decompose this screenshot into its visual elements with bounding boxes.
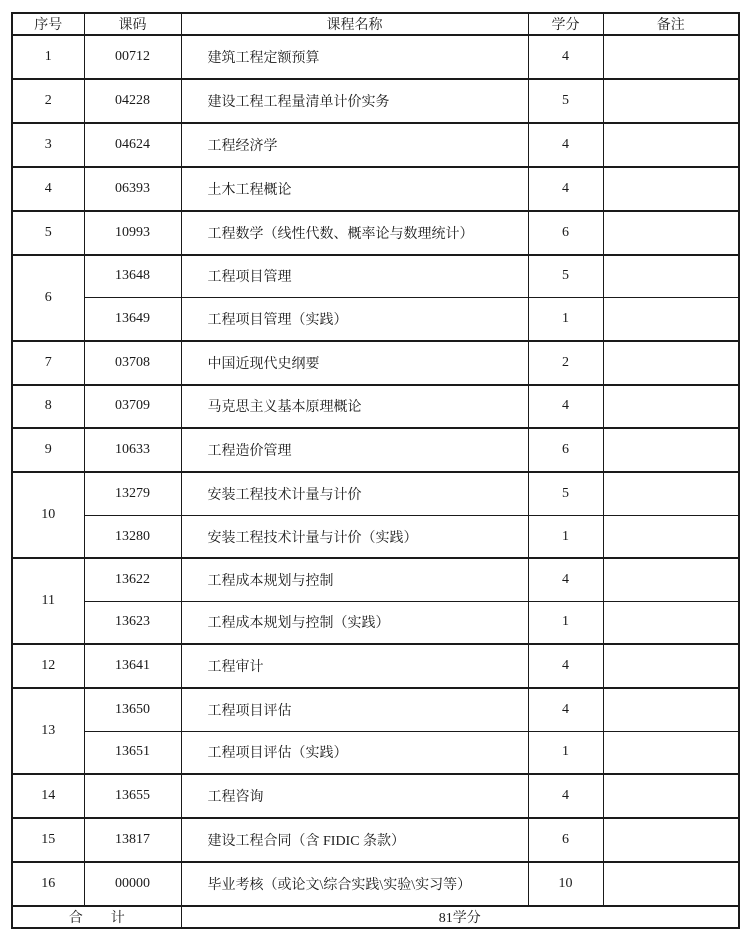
row-index-cell: 9 [12,428,84,472]
course-code-cell: 13641 [84,644,181,688]
course-remark-cell [603,862,739,906]
course-credits-cell: 1 [528,515,603,558]
table-row [12,644,739,688]
course-code-cell: 04228 [84,79,181,123]
row-index-cell: 3 [12,123,84,167]
table-row [12,385,739,429]
course-code-cell: 13648 [84,255,181,298]
course-credits-cell: 6 [528,428,603,472]
row-index-cell: 1 [12,35,84,79]
row-index-cell: 16 [12,862,84,906]
course-code-cell: 13651 [84,731,181,774]
row-index-cell: 4 [12,167,84,211]
course-name-cell: 工程成本规划与控制 [181,558,528,601]
table-row [12,774,739,818]
table-row [12,818,739,862]
table-row [12,862,739,906]
course-name-cell: 土木工程概论 [181,167,528,211]
row-index-cell: 8 [12,385,84,429]
course-remark-cell [603,35,739,79]
table-row [12,123,739,167]
course-name-cell: 建筑工程定额预算 [181,35,528,79]
table-row [12,341,739,385]
course-credits-cell: 4 [528,167,603,211]
header-remark: 备注 [603,13,739,35]
course-remark-cell [603,385,739,429]
course-credits-cell: 4 [528,644,603,688]
table-row [12,515,739,558]
course-remark-cell [603,774,739,818]
table-row [12,428,739,472]
row-index-cell: 10 [12,472,84,558]
course-name-cell: 马克思主义基本原理概论 [181,385,528,429]
course-credits-cell: 4 [528,774,603,818]
course-credits-cell: 10 [528,862,603,906]
course-credits-cell: 4 [528,35,603,79]
course-remark-cell [603,731,739,774]
course-credits-cell: 2 [528,341,603,385]
row-index-cell: 15 [12,818,84,862]
course-credits-cell: 6 [528,818,603,862]
table-row [12,472,739,515]
header-index: 序号 [12,13,84,35]
course-name-cell: 工程经济学 [181,123,528,167]
course-name-cell: 建设工程工程量清单计价实务 [181,79,528,123]
table-row [12,167,739,211]
course-code-cell: 13655 [84,774,181,818]
course-name-cell: 工程项目管理 [181,255,528,298]
course-code-cell: 13623 [84,601,181,644]
course-credits-cell: 4 [528,123,603,167]
table-row [12,688,739,731]
course-credits-cell: 5 [528,255,603,298]
course-code-cell: 10993 [84,211,181,255]
course-remark-cell [603,341,739,385]
table-row [12,601,739,644]
course-credits-cell: 1 [528,601,603,644]
course-name-cell: 工程造价管理 [181,428,528,472]
course-name-cell: 安装工程技术计量与计价（实践） [181,515,528,558]
table-row [12,731,739,774]
course-name-cell: 工程项目评估（实践） [181,731,528,774]
course-name-cell: 工程数学（线性代数、概率论与数理统计） [181,211,528,255]
course-name-cell: 中国近现代史纲要 [181,341,528,385]
course-name-cell: 毕业考核（或论文\综合实践\实验\实习等） [181,862,528,906]
course-remark-cell [603,644,739,688]
row-index-cell: 11 [12,558,84,644]
course-name-cell: 工程成本规划与控制（实践） [181,601,528,644]
course-name-cell: 安装工程技术计量与计价 [181,472,528,515]
header-name: 课程名称 [181,13,528,35]
row-index-cell: 2 [12,79,84,123]
course-credits-cell: 1 [528,298,603,341]
course-code-cell: 00712 [84,35,181,79]
course-remark-cell [603,428,739,472]
course-remark-cell [603,558,739,601]
course-code-cell: 00000 [84,862,181,906]
course-remark-cell [603,515,739,558]
total-label: 合 计 [12,906,181,928]
course-code-cell: 13650 [84,688,181,731]
course-code-cell: 03709 [84,385,181,429]
course-code-cell: 03708 [84,341,181,385]
course-remark-cell [603,472,739,515]
table-row [12,35,739,79]
row-index-cell: 7 [12,341,84,385]
header-credits: 学分 [528,13,603,35]
course-table-body [12,35,739,906]
course-code-cell: 13622 [84,558,181,601]
course-code-cell: 06393 [84,167,181,211]
row-index-cell: 13 [12,688,84,774]
table-header [12,13,739,35]
course-credits-cell: 4 [528,385,603,429]
course-name-cell: 工程项目评估 [181,688,528,731]
table-row [12,211,739,255]
table-row [12,79,739,123]
header-row [12,13,739,35]
row-index-cell: 5 [12,211,84,255]
course-code-cell: 13279 [84,472,181,515]
course-remark-cell [603,79,739,123]
course-credits-cell: 6 [528,211,603,255]
course-credits-cell: 1 [528,731,603,774]
course-code-cell: 13280 [84,515,181,558]
course-remark-cell [603,167,739,211]
course-remark-cell [603,818,739,862]
header-code: 课码 [84,13,181,35]
course-code-cell: 13817 [84,818,181,862]
table-row [12,255,739,298]
course-credits-cell: 5 [528,472,603,515]
course-remark-cell [603,688,739,731]
row-index-cell: 12 [12,644,84,688]
course-code-cell: 13649 [84,298,181,341]
total-row [12,906,739,928]
course-credits-cell: 4 [528,688,603,731]
course-code-cell: 10633 [84,428,181,472]
course-name-cell: 工程审计 [181,644,528,688]
row-index-cell: 6 [12,255,84,341]
total-credits: 81学分 [181,906,739,928]
table-row [12,558,739,601]
course-remark-cell [603,601,739,644]
course-credits-cell: 4 [528,558,603,601]
course-name-cell: 工程项目管理（实践） [181,298,528,341]
row-index-cell: 14 [12,774,84,818]
course-name-cell: 建设工程合同（含 FIDIC 条款） [181,818,528,862]
course-remark-cell [603,255,739,298]
course-remark-cell [603,298,739,341]
table-footer [12,906,739,928]
course-remark-cell [603,123,739,167]
course-remark-cell [603,211,739,255]
course-name-cell: 工程咨询 [181,774,528,818]
course-credits-cell: 5 [528,79,603,123]
table-row [12,298,739,341]
course-code-cell: 04624 [84,123,181,167]
course-table [11,12,740,929]
